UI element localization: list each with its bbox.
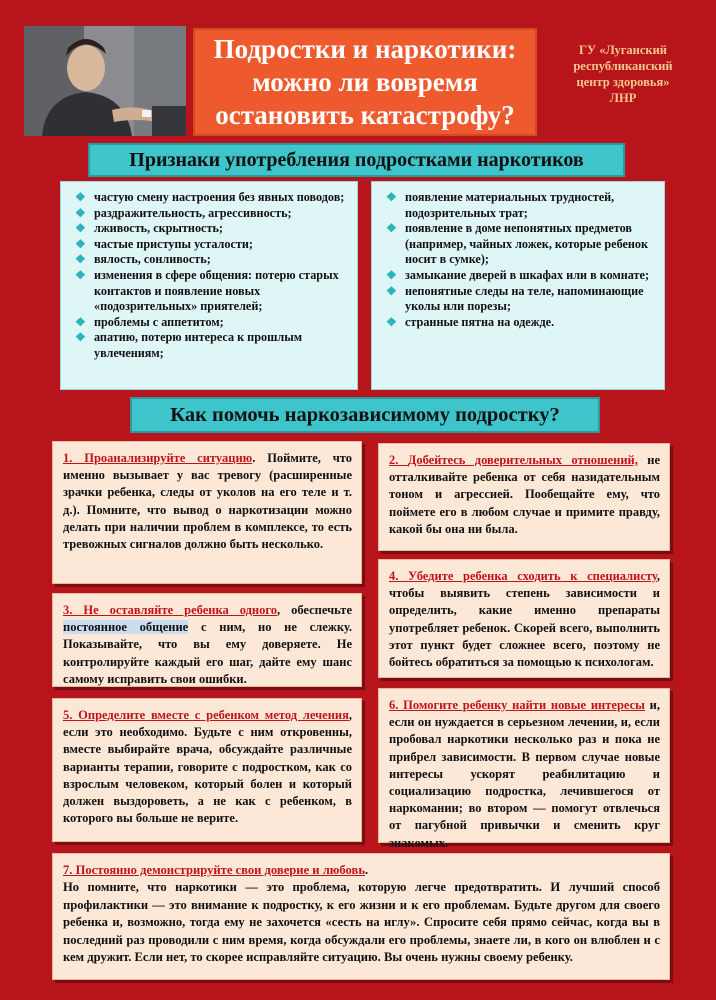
list-item: ❖ проблемы с аппетитом;	[75, 314, 224, 329]
tip-7-title-line	[63, 862, 660, 879]
tip-1-heading: Проанализируйте ситуацию	[84, 451, 253, 465]
list-item: ❖ частую смену настроения без явных поводов;	[75, 190, 345, 204]
signs-left-list	[73, 190, 347, 362]
tip-card-7	[52, 853, 670, 980]
tip-card-6	[378, 688, 670, 850]
tip-card-3	[52, 593, 362, 687]
list-item: ❖ частые приступы усталости;	[75, 236, 253, 251]
tip-3-text-b: с ним, но не слежку. Показывайте, что вы ему доверяете. Не контролируйте каждый его шаг, дайте ему шанс самому исправить свои ошибки.	[63, 620, 352, 686]
tip-3-number: 3.	[63, 603, 84, 617]
tip-4-text: , чтобы выявить степень зависимости и определить, какие именно препараты употребляет ребенок. Скорей всего, выполнить этот пункт будет сложнее всего, поэтому не бойтесь обратиться за помощью к психологам.	[389, 569, 660, 670]
tip-6-number: 6	[389, 698, 396, 712]
list-item: ❖ непонятные следы на теле, напоминающие уколы или порезы;	[386, 283, 644, 314]
diamond-bullet-icon: ❖	[75, 190, 86, 204]
diamond-bullet-icon: ❖	[75, 314, 86, 329]
list-item: ❖ раздражительность, агрессивность;	[75, 205, 292, 220]
tip-7-text: Но помните, что наркотики — это проблема, которую легче предотвратить. И лучший способ профилактики — это внимание к подростку, к его жизни и к его проблемам. Будьте другом для своего ребенка и, возможно, тогда ему не захочется «сесть на иглу». Спросите себя прямо сейчас, когда вы в последний раз проводили с ним время, когда обсуждали его проблемы, знаете ли, в кого он влюблен и с кем дружит. Если нет, то скорее исправляйте ситуацию. Вы очень нужны своему ребенку.	[63, 880, 660, 965]
signs-heading: Признаки употребления подростками наркотиков	[88, 143, 625, 177]
tip-card-2	[378, 443, 670, 551]
tip-3-text-a: , обеспечьте	[277, 603, 352, 617]
signs-right-list	[384, 190, 654, 330]
tip-2-text: не отталкивайте ребенка от себя назидательным тоном и агрессией. Пообещайте ему, что поймете его в любом случае и примите правду, какой бы она ни была.	[389, 453, 660, 536]
tip-3-heading: Не оставляйте ребенка одного	[83, 603, 277, 617]
tip-7-dot: .	[364, 863, 369, 877]
tip-card-5	[52, 698, 362, 842]
tip-1-number: 1.	[63, 451, 85, 465]
help-heading: Как помочь наркозависимому подростку?	[130, 397, 600, 433]
list-item: ❖ появление материальных трудностей, подозрительных трат;	[386, 190, 615, 220]
tip-3-highlight: постоянное общение	[63, 620, 189, 635]
tip-5-text: , если это необходимо. Будьте с ним откровенны, вместе выбирайте врача, обсуждайте различные варианты терапии, говорите с подростком, как со взрослым человеком, который болен и который должен выздороветь, а не как с ребенком, в которого вы больше не верите.	[63, 708, 352, 826]
diamond-bullet-icon: ❖	[386, 283, 397, 298]
diamond-bullet-icon: ❖	[386, 267, 397, 282]
diamond-bullet-icon: ❖	[75, 252, 86, 267]
diamond-bullet-icon: ❖	[75, 205, 86, 220]
diamond-bullet-icon: ❖	[75, 267, 86, 282]
tip-5-heading: Определите вместе с ребенком метод лечения	[78, 708, 349, 722]
list-item: ❖ вялость, сонливость;	[75, 252, 211, 267]
tip-5-number: 5.	[63, 708, 79, 722]
list-item: ❖ лживость, скрытность;	[75, 221, 223, 236]
poster-title: Подростки и наркотики: можно ли вовремя остановить катастрофу?	[213, 33, 517, 130]
tip-2-heading: Добейтесь доверительных отношений,	[407, 453, 638, 467]
tip-7-number: 7	[63, 863, 70, 877]
list-item: ❖ изменения в сфере общения: потерю старых контактов и появление новых «подозрительных» приятелей;	[75, 267, 339, 314]
tip-1-text: . Поймите, что именно вызывает у вас тревогу (расширенные зрачки ребенка, следы от уколов на его теле и т. д.). Помните, что вывод о наркотизации можно делать при наличии проблем в комплексе, то есть тревожных сигналов должно быть несколько.	[63, 451, 353, 552]
list-item: ❖ апатию, потерю интереса к прошлым увлечениям;	[75, 330, 303, 360]
tip-card-4	[378, 559, 670, 678]
diamond-bullet-icon: ❖	[386, 190, 397, 204]
list-item: ❖ странные пятна на одежде.	[386, 314, 555, 329]
tip-6-text: и, если он нуждается в серьезном лечении, и, если пробовал наркотики несколько раз и пока не прибрел зависимости. В первом случае новые интересы ускорят реабилитацию и социализацию подростка, лечившегося от наркомании; во втором — помогут отвлечься от пагубной привычки и сменить круг знакомых.	[389, 698, 661, 850]
list-item: ❖ появление в доме непонятных предметов (например, чайных ложек, которые ребенок носит в сумке);	[386, 221, 649, 267]
poster-title-box	[193, 28, 537, 136]
diamond-bullet-icon: ❖	[75, 221, 86, 236]
teen-photo-illustration	[24, 26, 186, 136]
diamond-bullet-icon: ❖	[386, 221, 397, 236]
diamond-bullet-icon: ❖	[75, 236, 86, 251]
signs-left-box	[60, 181, 358, 390]
tip-4-heading: Убедите ребенка сходить к специалисту	[408, 569, 657, 583]
organization-name: ГУ «Луганский республиканский центр здоровья» ЛНР	[573, 43, 673, 105]
tip-2-number: 2.	[389, 453, 408, 467]
teen-photo	[24, 26, 186, 136]
list-item: ❖ замыкание дверей в шкафах или в комнате;	[386, 267, 650, 282]
tip-7-heading: . Постоянно демонстрируйте свои доверие и любовь	[69, 863, 365, 877]
tip-4-number: 4.	[389, 569, 409, 583]
diamond-bullet-icon: ❖	[75, 330, 86, 345]
diamond-bullet-icon: ❖	[386, 314, 397, 329]
tip-6-heading: . Помогите ребенку найти новые интересы	[395, 698, 645, 712]
tip-card-1	[52, 441, 362, 584]
signs-right-box	[371, 181, 665, 390]
